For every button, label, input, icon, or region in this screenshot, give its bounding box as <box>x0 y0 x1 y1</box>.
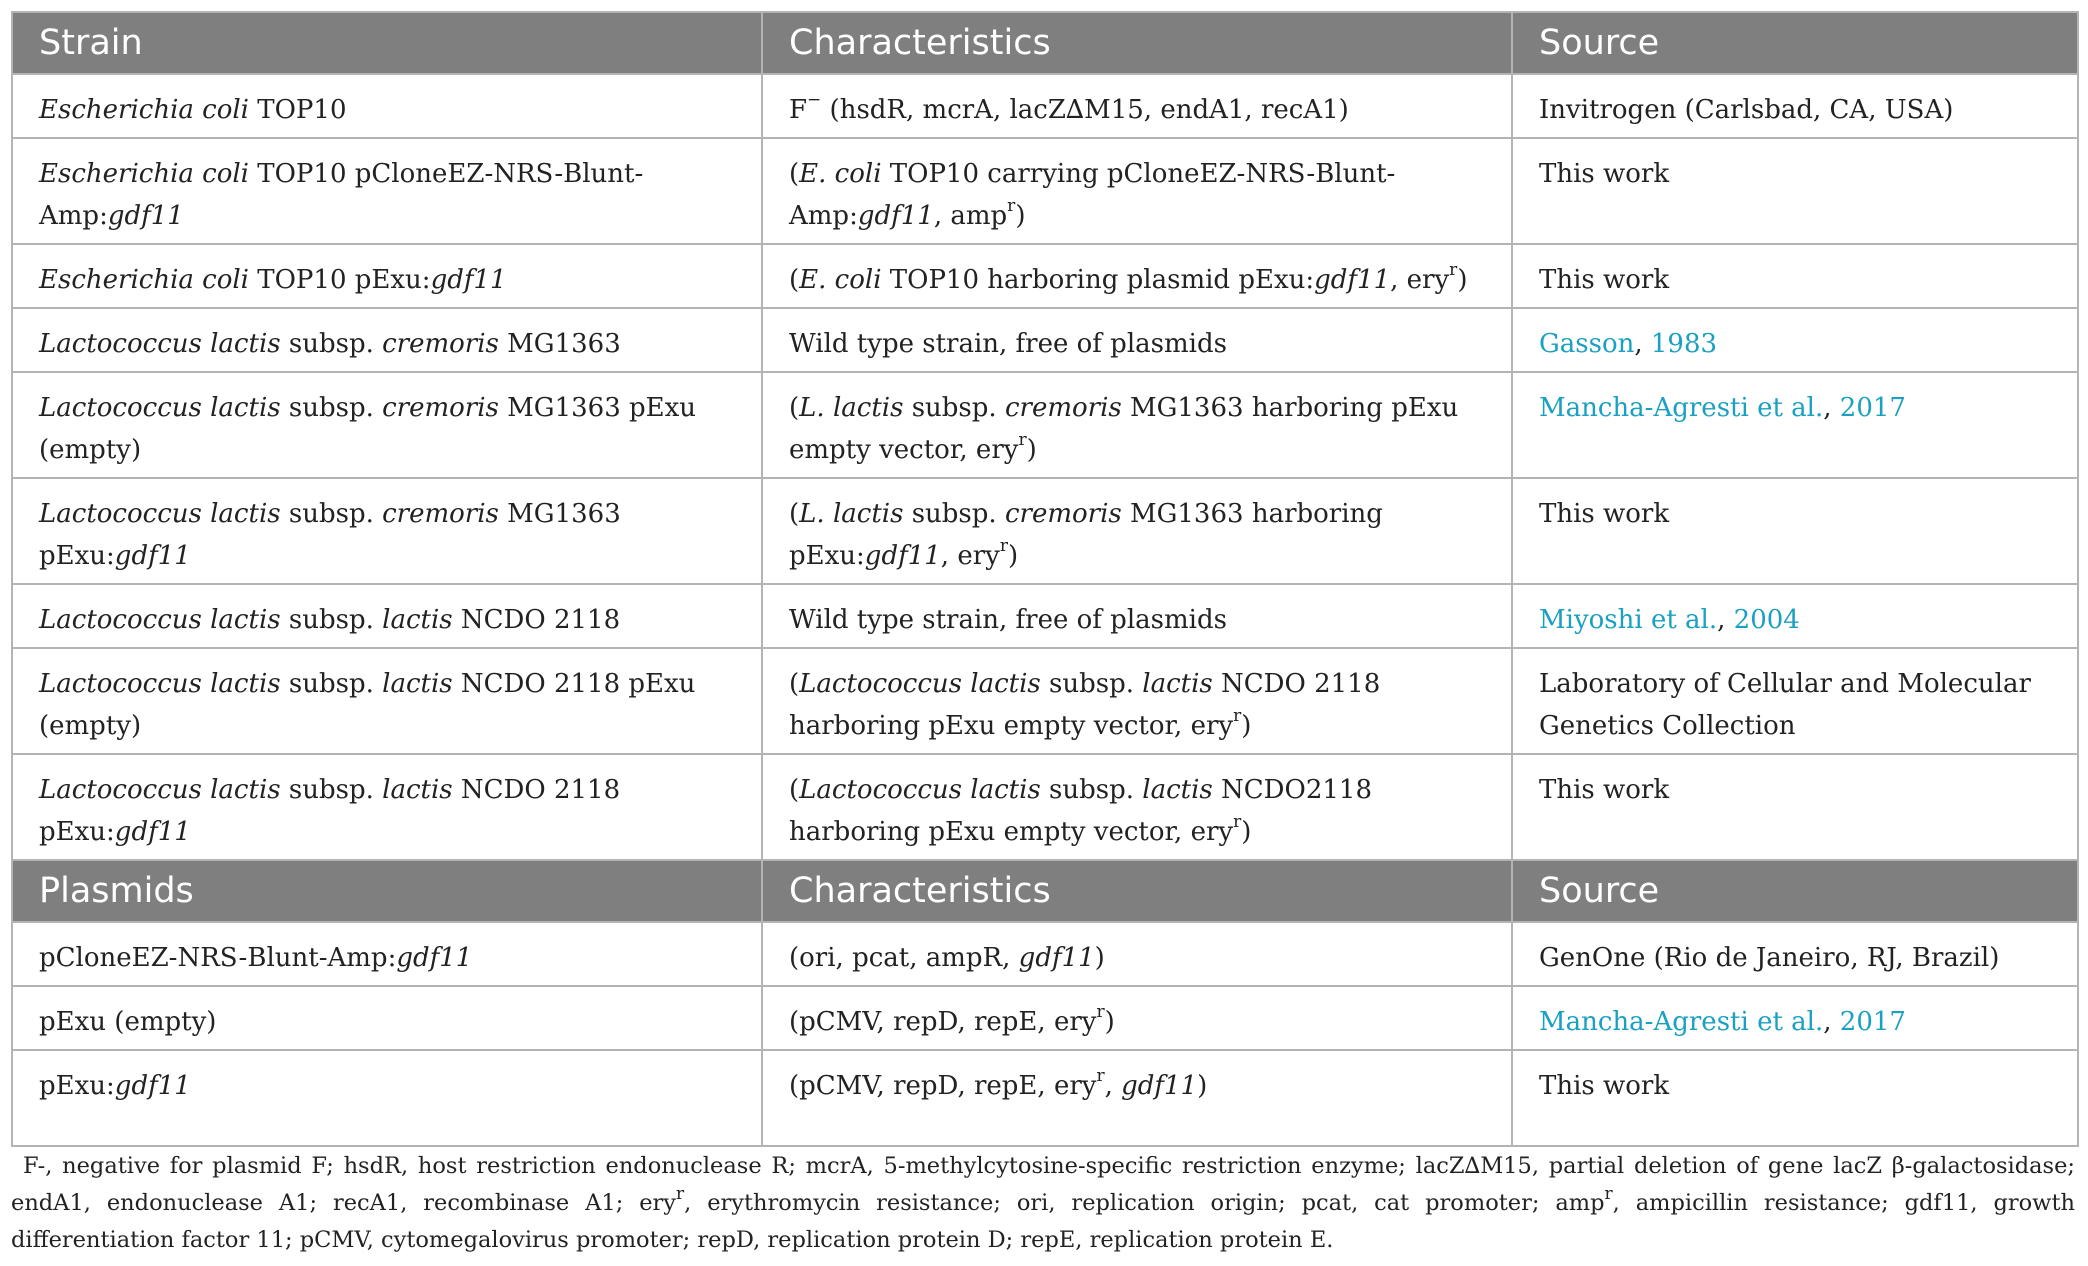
source-cell: Miyoshi et al., 2004 <box>1512 584 2078 648</box>
citation-link[interactable]: Gasson <box>1539 329 1635 359</box>
characteristics-cell: (pCMV, repD, repE, ery$^r$, gdf11) <box>762 1050 1512 1146</box>
source-cell: Mancha-Agresti et al., 2017 <box>1512 372 2078 478</box>
header-source: Source <box>1512 860 2078 922</box>
table-row <box>12 308 2078 372</box>
table-row <box>12 244 2078 308</box>
characteristics-cell: (pCMV, repD, repE, ery$^r$) <box>762 986 1512 1050</box>
plasmid-cell: pExu:gdf11 <box>12 1050 762 1146</box>
source-cell: GenOne (Rio de Janeiro, RJ, Brazil) <box>1512 922 2078 986</box>
plasmid-cell: pExu (empty) <box>12 986 762 1050</box>
strain-cell: Lactococcus lactis subsp. lactis NCDO 2118 <box>12 584 762 648</box>
source-cell: This work <box>1512 754 2078 860</box>
table-row <box>12 138 2078 244</box>
citation-year-link[interactable]: 1983 <box>1650 329 1718 359</box>
citation-link[interactable]: Miyoshi et al. <box>1539 605 1718 635</box>
table-row <box>12 478 2078 584</box>
strain-cell: Lactococcus lactis subsp. cremoris MG1363 <box>12 308 762 372</box>
characteristics-cell: Wild type strain, free of plasmids <box>762 308 1512 372</box>
table-footnote: F-, negative for plasmid F; hsdR, host restriction endonuclease R; mcrA, 5-methylcytosine-specific restriction enzyme; lacZ∆M15, partial deletion of gene lacZ β-galactosidase; endA1, endonuclease A1; recA1, recombinase A1; ery$^r$, erythromycin resistance; ori, replication origin; pcat, cat promoter; amp$^r$, ampicillin resistance; gdf11, growth differentiation factor 11; pCMV, cytomegalovirus promoter; repD, replication protein D; repE, replication protein E. <box>11 1153 2075 1253</box>
citation-year-link[interactable]: 2017 <box>1839 393 1906 423</box>
characteristics-cell: (ori, pcat, ampR, gdf11) <box>762 922 1512 986</box>
source-cell: Laboratory of Cellular and Molecular Genetics Collection <box>1512 648 2078 754</box>
table-row <box>12 754 2078 860</box>
characteristics-cell: (L. lactis subsp. cremoris MG1363 harboring pExu:gdf11, ery$^r$) <box>762 478 1512 584</box>
source-cell: Invitrogen (Carlsbad, CA, USA) <box>1512 74 2078 138</box>
strain-cell: Escherichia coli TOP10 pCloneEZ-NRS-Blunt-Amp:gdf11 <box>12 138 762 244</box>
source-cell: This work <box>1512 244 2078 308</box>
characteristics-cell: (E. coli TOP10 harboring plasmid pExu:gdf11, ery$^r$) <box>762 244 1512 308</box>
plasmid-cell: pCloneEZ-NRS-Blunt-Amp:gdf11 <box>12 922 762 986</box>
citation-link[interactable]: Mancha-Agresti et al. <box>1539 393 1824 423</box>
citation-year-link[interactable]: 2004 <box>1733 605 1800 635</box>
table-row <box>12 986 2078 1050</box>
strain-cell: Lactococcus lactis subsp. cremoris MG1363 pExu:gdf11 <box>12 478 762 584</box>
header-characteristics: Characteristics <box>762 860 1512 922</box>
source-cell: This work <box>1512 1050 2078 1146</box>
characteristics-cell: F− (hsdR, mcrA, lacZ∆M15, endA1, recA1) <box>762 74 1512 138</box>
header-source: Source <box>1512 12 2078 74</box>
source-cell: This work <box>1512 138 2078 244</box>
citation-year-link[interactable]: 2017 <box>1839 1007 1906 1037</box>
header-strain: Strain <box>12 12 762 74</box>
strain-cell: Lactococcus lactis subsp. lactis NCDO 2118 pExu (empty) <box>12 648 762 754</box>
table-row <box>12 648 2078 754</box>
header-characteristics: Characteristics <box>762 12 1512 74</box>
plasmid-header-row <box>12 860 2078 922</box>
strain-cell: Escherichia coli TOP10 <box>12 74 762 138</box>
characteristics-cell: Wild type strain, free of plasmids <box>762 584 1512 648</box>
table-row <box>12 74 2078 138</box>
characteristics-cell: (Lactococcus lactis subsp. lactis NCDO2118 harboring pExu empty vector, ery$^r$) <box>762 754 1512 860</box>
characteristics-cell: (E. coli TOP10 carrying pCloneEZ-NRS-Blunt-Amp:gdf11, amp$^r$) <box>762 138 1512 244</box>
strain-header-row <box>12 12 2078 74</box>
characteristics-cell: (L. lactis subsp. cremoris MG1363 harboring pExu empty vector, ery$^r$) <box>762 372 1512 478</box>
strain-cell: Lactococcus lactis subsp. lactis NCDO 2118 pExu:gdf11 <box>12 754 762 860</box>
table-row <box>12 1050 2078 1146</box>
table-row <box>12 372 2078 478</box>
source-cell: Mancha-Agresti et al., 2017 <box>1512 986 2078 1050</box>
header-plasmids: Plasmids <box>12 860 762 922</box>
citation-link[interactable]: Mancha-Agresti et al. <box>1539 1007 1824 1037</box>
strain-cell: Escherichia coli TOP10 pExu:gdf11 <box>12 244 762 308</box>
source-cell: Gasson, 1983 <box>1512 308 2078 372</box>
table-row <box>12 922 2078 986</box>
strain-cell: Lactococcus lactis subsp. cremoris MG1363 pExu (empty) <box>12 372 762 478</box>
source-cell: This work <box>1512 478 2078 584</box>
table-row <box>12 584 2078 648</box>
strains-plasmids-table <box>11 11 2079 1147</box>
characteristics-cell: (Lactococcus lactis subsp. lactis NCDO 2118 harboring pExu empty vector, ery$^r$) <box>762 648 1512 754</box>
